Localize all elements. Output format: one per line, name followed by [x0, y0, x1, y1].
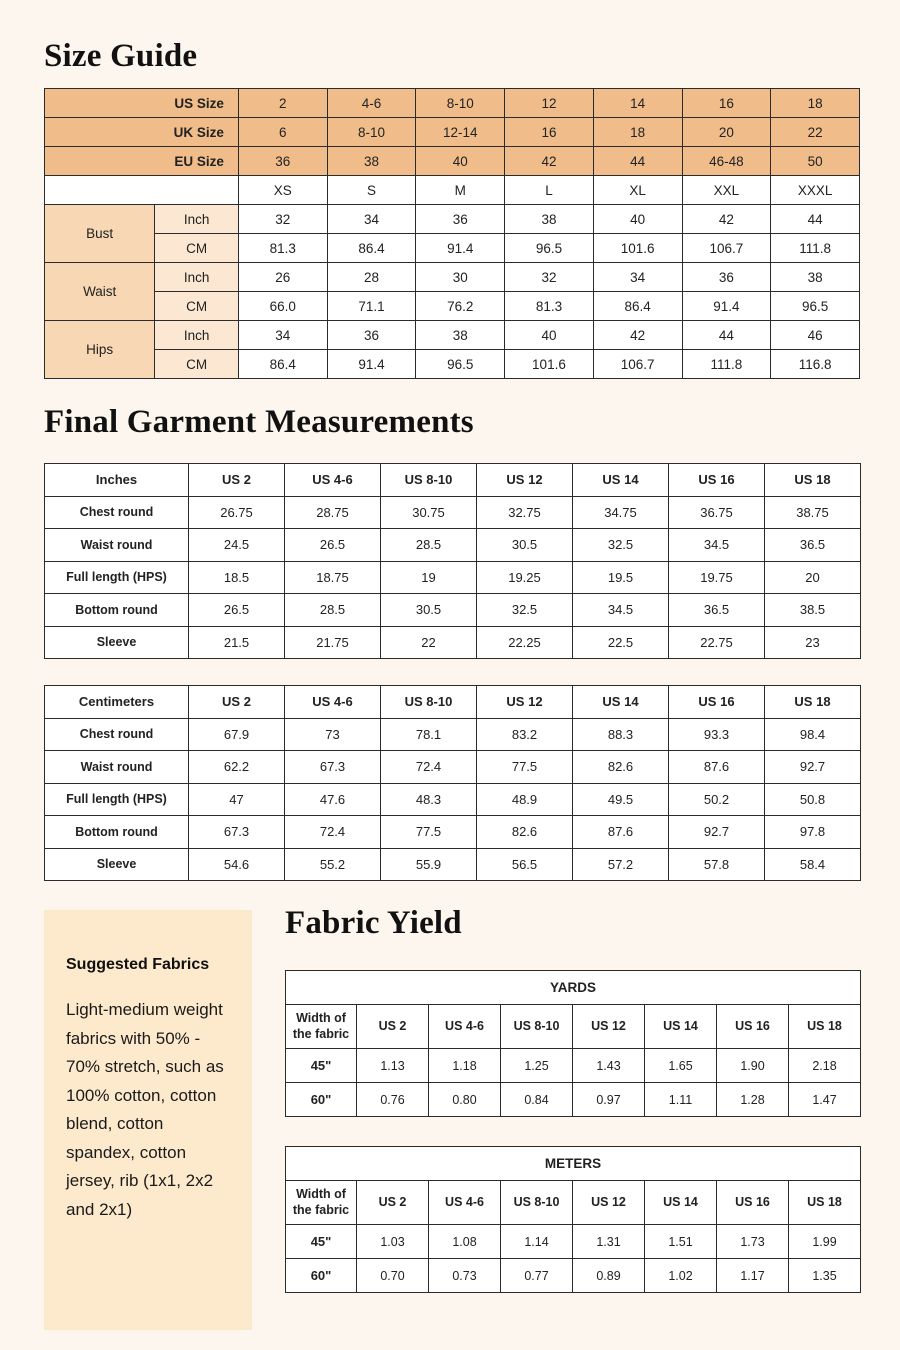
table-row: [45, 783, 861, 816]
cell: 1.11: [645, 1083, 717, 1117]
cell: 57.8: [669, 848, 765, 881]
column-header: US 14: [573, 686, 669, 719]
cell: 72.4: [285, 816, 381, 849]
cell: 55.2: [285, 848, 381, 881]
cell: 8-10: [327, 118, 416, 147]
cell: 6: [238, 118, 327, 147]
cell: 97.8: [765, 816, 861, 849]
cell: 21.75: [285, 626, 381, 659]
column-header: US 12: [477, 686, 573, 719]
fabric-yield-yards-table: [285, 970, 861, 1117]
cell: 20: [682, 118, 771, 147]
cell: 92.7: [669, 816, 765, 849]
cell: 38.75: [765, 496, 861, 529]
cell: 34: [593, 263, 682, 292]
cell: 101.6: [593, 234, 682, 263]
cell: 56.5: [477, 848, 573, 881]
column-header: US 8-10: [381, 464, 477, 497]
table-row: [286, 1259, 861, 1293]
table-row: [45, 89, 860, 118]
cell: 28.5: [381, 529, 477, 562]
cell: 106.7: [593, 350, 682, 379]
cell: 40: [593, 205, 682, 234]
cell: 21.5: [189, 626, 285, 659]
table-row: [45, 147, 860, 176]
measure-label-waist: Waist: [45, 263, 155, 321]
yards-title: YARDS: [286, 971, 861, 1005]
table-row: [45, 176, 860, 205]
cell: 12: [505, 89, 594, 118]
table-row: [45, 529, 861, 562]
row-label: 45": [286, 1049, 357, 1083]
cell: 34.5: [573, 594, 669, 627]
cell: 22: [381, 626, 477, 659]
suggested-fabrics-body: Light-medium weight fabrics with 50% - 70% stretch, such as 100% cotton, cotton blend, cotton spandex, cotton jersey, rib (1x1, 2x2 and 2x1): [66, 1000, 224, 1219]
cell: 47.6: [285, 783, 381, 816]
table-row: [45, 464, 861, 497]
column-header: US 14: [573, 464, 669, 497]
cell: 32.5: [573, 529, 669, 562]
cell: 28: [327, 263, 416, 292]
cell: 48.9: [477, 783, 573, 816]
cell: 2: [238, 89, 327, 118]
row-label: 45": [286, 1225, 357, 1259]
row-label: Chest round: [45, 718, 189, 751]
width-of-fabric-header: Width of the fabric: [286, 1181, 357, 1225]
cell: 34.5: [669, 529, 765, 562]
cell: 18.5: [189, 561, 285, 594]
column-header: US 16: [717, 1005, 789, 1049]
cell: 54.6: [189, 848, 285, 881]
cell: 18.75: [285, 561, 381, 594]
cell: 1.14: [501, 1225, 573, 1259]
cell: 30.5: [381, 594, 477, 627]
unit-cm: CM: [155, 234, 239, 263]
size-guide-table: [44, 88, 860, 379]
cell: 1.18: [429, 1049, 501, 1083]
cell: 44: [682, 321, 771, 350]
cell: 57.2: [573, 848, 669, 881]
table-row: [286, 971, 861, 1005]
cell: 38: [416, 321, 505, 350]
empty-cell: [45, 176, 239, 205]
cell: 0.80: [429, 1083, 501, 1117]
cell: 81.3: [505, 292, 594, 321]
size-guide-title: Size Guide: [44, 38, 198, 74]
table-row: [286, 1225, 861, 1259]
row-label: Waist round: [45, 751, 189, 784]
cell: 98.4: [765, 718, 861, 751]
cell: 36: [416, 205, 505, 234]
cell: 22: [771, 118, 860, 147]
cell: 91.4: [327, 350, 416, 379]
cell: 67.3: [189, 816, 285, 849]
cell: 72.4: [381, 751, 477, 784]
width-of-fabric-header: Width of the fabric: [286, 1005, 357, 1049]
cell: 38: [505, 205, 594, 234]
cell: 111.8: [771, 234, 860, 263]
cell: 26.75: [189, 496, 285, 529]
cell: 34: [327, 205, 416, 234]
cell: 86.4: [238, 350, 327, 379]
cell: 67.9: [189, 718, 285, 751]
row-label: Waist round: [45, 529, 189, 562]
cell: 47: [189, 783, 285, 816]
suggested-fabrics-panel: [44, 910, 252, 1330]
cell: 0.97: [573, 1083, 645, 1117]
cell: 36: [238, 147, 327, 176]
table-row: [45, 848, 861, 881]
cell: 86.4: [593, 292, 682, 321]
cell: 1.47: [789, 1083, 861, 1117]
column-header: US 4-6: [285, 464, 381, 497]
letter-size: XS: [238, 176, 327, 205]
table-row: [45, 350, 860, 379]
table-row: [45, 321, 860, 350]
cell: 32.75: [477, 496, 573, 529]
cell: 22.5: [573, 626, 669, 659]
cell: 24.5: [189, 529, 285, 562]
cell: 58.4: [765, 848, 861, 881]
us-size-label: US Size: [45, 89, 239, 118]
cell: 4-6: [327, 89, 416, 118]
cell: 14: [593, 89, 682, 118]
cell: 28.5: [285, 594, 381, 627]
cell: 86.4: [327, 234, 416, 263]
cell: 92.7: [765, 751, 861, 784]
cell: 1.02: [645, 1259, 717, 1293]
column-header: US 4-6: [429, 1181, 501, 1225]
letter-size: S: [327, 176, 416, 205]
cell: 32.5: [477, 594, 573, 627]
letter-size: L: [505, 176, 594, 205]
cell: 50.2: [669, 783, 765, 816]
cell: 0.70: [357, 1259, 429, 1293]
cell: 62.2: [189, 751, 285, 784]
table-row: [45, 718, 861, 751]
cell: 1.35: [789, 1259, 861, 1293]
table-row: [45, 751, 861, 784]
cell: 81.3: [238, 234, 327, 263]
cell: 26.5: [189, 594, 285, 627]
table-row: [45, 205, 860, 234]
letter-size: XXL: [682, 176, 771, 205]
cell: 50: [771, 147, 860, 176]
table-row: [45, 292, 860, 321]
table-row: [45, 496, 861, 529]
cell: 34: [238, 321, 327, 350]
cell: 22.75: [669, 626, 765, 659]
measure-label-hips: Hips: [45, 321, 155, 379]
cell: 2.18: [789, 1049, 861, 1083]
cell: 1.90: [717, 1049, 789, 1083]
unit-header: Inches: [45, 464, 189, 497]
cell: 36.5: [765, 529, 861, 562]
unit-cm: CM: [155, 350, 239, 379]
final-garment-centimeters-table: [44, 685, 861, 881]
cell: 44: [593, 147, 682, 176]
table-row: [286, 1049, 861, 1083]
unit-cm: CM: [155, 292, 239, 321]
cell: 1.73: [717, 1225, 789, 1259]
cell: 101.6: [505, 350, 594, 379]
cell: 48.3: [381, 783, 477, 816]
cell: 111.8: [682, 350, 771, 379]
cell: 96.5: [505, 234, 594, 263]
cell: 0.73: [429, 1259, 501, 1293]
cell: 16: [682, 89, 771, 118]
cell: 42: [505, 147, 594, 176]
column-header: US 12: [573, 1181, 645, 1225]
unit-header: Centimeters: [45, 686, 189, 719]
cell: 22.25: [477, 626, 573, 659]
column-header: US 16: [669, 464, 765, 497]
row-label: 60": [286, 1259, 357, 1293]
column-header: US 12: [573, 1005, 645, 1049]
fabric-yield-meters-table: [285, 1146, 861, 1293]
letter-size: XXXL: [771, 176, 860, 205]
cell: 26.5: [285, 529, 381, 562]
column-header: US 16: [717, 1181, 789, 1225]
row-label: Bottom round: [45, 594, 189, 627]
cell: 46: [771, 321, 860, 350]
cell: 1.51: [645, 1225, 717, 1259]
cell: 1.13: [357, 1049, 429, 1083]
column-header: US 18: [789, 1005, 861, 1049]
cell: 116.8: [771, 350, 860, 379]
cell: 18: [771, 89, 860, 118]
table-row: [45, 816, 861, 849]
cell: 28.75: [285, 496, 381, 529]
column-header: US 8-10: [501, 1005, 573, 1049]
cell: 32: [238, 205, 327, 234]
column-header: US 14: [645, 1181, 717, 1225]
column-header: US 18: [765, 686, 861, 719]
cell: 1.65: [645, 1049, 717, 1083]
table-row: [286, 1181, 861, 1225]
cell: 34.75: [573, 496, 669, 529]
column-header: US 18: [789, 1181, 861, 1225]
uk-size-label: UK Size: [45, 118, 239, 147]
cell: 77.5: [381, 816, 477, 849]
cell: 83.2: [477, 718, 573, 751]
column-header: US 2: [357, 1005, 429, 1049]
column-header: US 16: [669, 686, 765, 719]
column-header: US 18: [765, 464, 861, 497]
table-row: [45, 594, 861, 627]
cell: 26: [238, 263, 327, 292]
cell: 66.0: [238, 292, 327, 321]
row-label: Sleeve: [45, 626, 189, 659]
cell: 87.6: [573, 816, 669, 849]
suggested-fabrics-heading: Suggested Fabrics: [66, 956, 210, 973]
cell: 1.25: [501, 1049, 573, 1083]
cell: 38: [327, 147, 416, 176]
cell: 1.17: [717, 1259, 789, 1293]
cell: 1.08: [429, 1225, 501, 1259]
table-row: [45, 263, 860, 292]
cell: 96.5: [416, 350, 505, 379]
cell: 30.5: [477, 529, 573, 562]
table-row: [286, 1005, 861, 1049]
cell: 36: [682, 263, 771, 292]
cell: 16: [505, 118, 594, 147]
cell: 91.4: [416, 234, 505, 263]
measure-label-bust: Bust: [45, 205, 155, 263]
cell: 12-14: [416, 118, 505, 147]
cell: 1.43: [573, 1049, 645, 1083]
cell: 91.4: [682, 292, 771, 321]
cell: 0.89: [573, 1259, 645, 1293]
cell: 0.84: [501, 1083, 573, 1117]
column-header: US 8-10: [501, 1181, 573, 1225]
cell: 1.99: [789, 1225, 861, 1259]
cell: 36.75: [669, 496, 765, 529]
cell: 49.5: [573, 783, 669, 816]
table-row: [45, 686, 861, 719]
cell: 87.6: [669, 751, 765, 784]
cell: 0.76: [357, 1083, 429, 1117]
column-header: US 2: [189, 686, 285, 719]
cell: 44: [771, 205, 860, 234]
row-label: Bottom round: [45, 816, 189, 849]
row-label: Full length (HPS): [45, 783, 189, 816]
row-label: Full length (HPS): [45, 561, 189, 594]
cell: 88.3: [573, 718, 669, 751]
column-header: US 2: [189, 464, 285, 497]
table-row: [45, 626, 861, 659]
table-row: [45, 234, 860, 263]
letter-size: M: [416, 176, 505, 205]
cell: 82.6: [477, 816, 573, 849]
cell: 78.1: [381, 718, 477, 751]
cell: 82.6: [573, 751, 669, 784]
cell: 19: [381, 561, 477, 594]
cell: 19.25: [477, 561, 573, 594]
cell: 32: [505, 263, 594, 292]
column-header: US 4-6: [429, 1005, 501, 1049]
cell: 19.5: [573, 561, 669, 594]
row-label: Sleeve: [45, 848, 189, 881]
cell: 96.5: [771, 292, 860, 321]
letter-size: XL: [593, 176, 682, 205]
column-header: US 4-6: [285, 686, 381, 719]
cell: 50.8: [765, 783, 861, 816]
final-garment-inches-table: [44, 463, 861, 659]
cell: 77.5: [477, 751, 573, 784]
cell: 40: [416, 147, 505, 176]
cell: 106.7: [682, 234, 771, 263]
cell: 18: [593, 118, 682, 147]
cell: 1.31: [573, 1225, 645, 1259]
cell: 0.77: [501, 1259, 573, 1293]
cell: 38: [771, 263, 860, 292]
cell: 36: [327, 321, 416, 350]
cell: 67.3: [285, 751, 381, 784]
eu-size-label: EU Size: [45, 147, 239, 176]
cell: 71.1: [327, 292, 416, 321]
cell: 30.75: [381, 496, 477, 529]
cell: 76.2: [416, 292, 505, 321]
meters-title: METERS: [286, 1147, 861, 1181]
column-header: US 8-10: [381, 686, 477, 719]
row-label: Chest round: [45, 496, 189, 529]
cell: 73: [285, 718, 381, 751]
cell: 1.03: [357, 1225, 429, 1259]
cell: 42: [682, 205, 771, 234]
table-row: [45, 118, 860, 147]
unit-inch: Inch: [155, 205, 239, 234]
column-header: US 14: [645, 1005, 717, 1049]
unit-inch: Inch: [155, 263, 239, 292]
table-row: [45, 561, 861, 594]
column-header: US 2: [357, 1181, 429, 1225]
cell: 36.5: [669, 594, 765, 627]
column-header: US 12: [477, 464, 573, 497]
cell: 20: [765, 561, 861, 594]
cell: 40: [505, 321, 594, 350]
cell: 46-48: [682, 147, 771, 176]
cell: 30: [416, 263, 505, 292]
cell: 19.75: [669, 561, 765, 594]
table-row: [286, 1147, 861, 1181]
cell: 8-10: [416, 89, 505, 118]
final-garment-title: Final Garment Measurements: [44, 404, 474, 440]
cell: 38.5: [765, 594, 861, 627]
table-row: [286, 1083, 861, 1117]
fabric-yield-title: Fabric Yield: [285, 905, 462, 941]
cell: 42: [593, 321, 682, 350]
cell: 1.28: [717, 1083, 789, 1117]
row-label: 60": [286, 1083, 357, 1117]
cell: 93.3: [669, 718, 765, 751]
unit-inch: Inch: [155, 321, 239, 350]
cell: 23: [765, 626, 861, 659]
cell: 55.9: [381, 848, 477, 881]
